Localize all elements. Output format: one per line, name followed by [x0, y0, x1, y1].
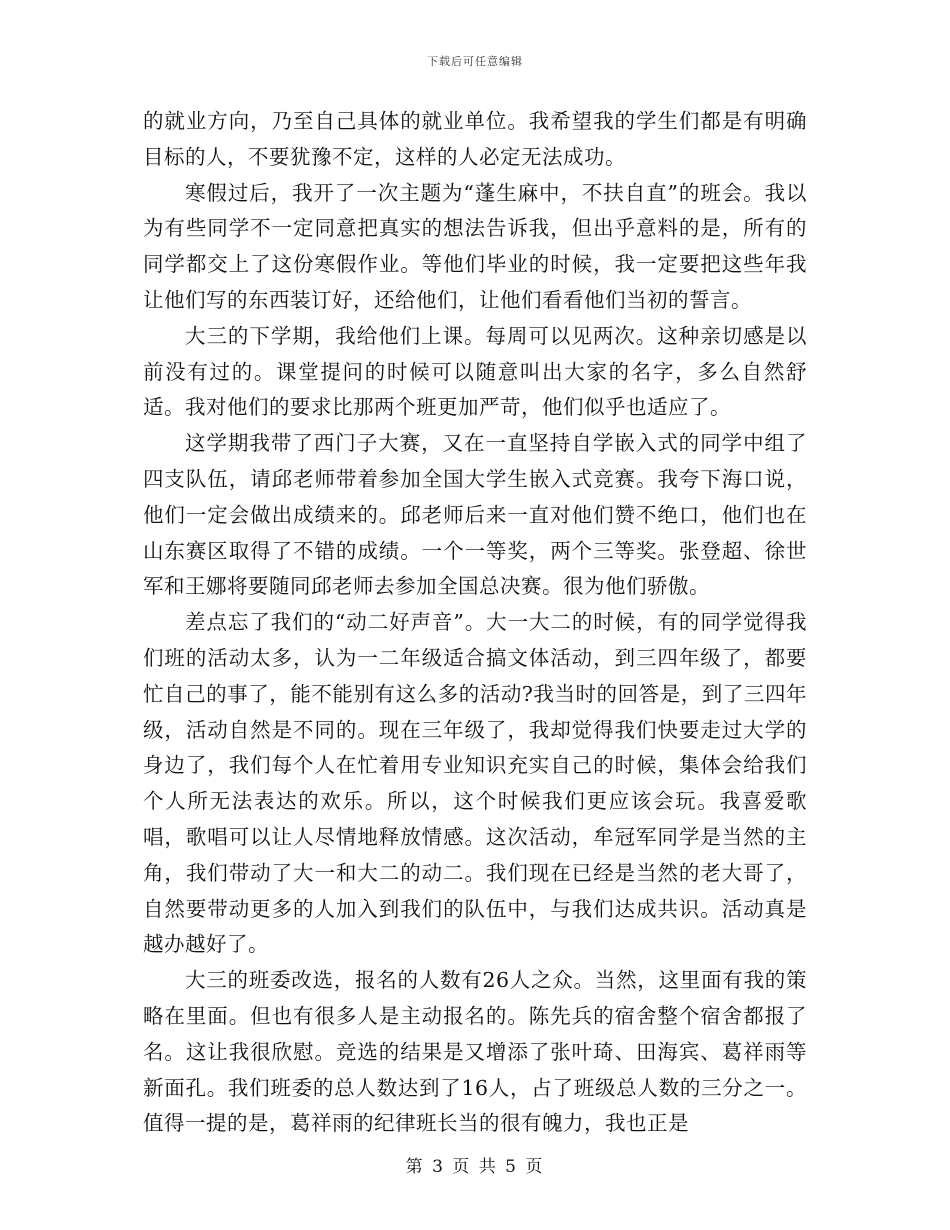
paragraph-1: 的就业方向，乃至自己具体的就业单位。我希望我的学生们都是有明确目标的人，不要犹豫不定，这样的人必定无法成功。	[143, 109, 807, 169]
paragraph-2: 寒假过后，我开了一次主题为“蓬生麻中，不扶自直”的班会。我以为有些同学不一定同意把真实的想法告诉我，但出乎意料的是，所有的同学都交上了这份寒假作业。等他们毕业的时候，我一定要把这些年我让他们写的东西装订好，还给他们，让他们看看他们当初的誓言。	[143, 180, 807, 312]
page-header: 下载后可任意编辑	[427, 55, 523, 68]
paragraph-3: 大三的下学期，我给他们上课。每周可以见两次。这种亲切感是以前没有过的。课堂提问的时候可以随意叫出大家的名字，多么自然舒适。我对他们的要求比那两个班更加严苛，他们似乎也适应了。	[143, 323, 807, 420]
page-footer: 第 3 页 共 5 页	[405, 1157, 545, 1177]
document-body	[143, 104, 807, 1142]
paragraph-6: 大三的班委改选，报名的人数有26人之众。当然，这里面有我的策略在里面。但也有很多人是主动报名的。陈先兵的宿舍整个宿舍都报了名。这让我很欣慰。竞选的结果是又增添了张叶琦、田海宾、葛祥雨等新面孔。我们班委的总人数达到了16人，占了班级总人数的三分之一。值得一提的是，葛祥雨的纪律班长当的很有魄力，我也正是	[143, 968, 807, 1136]
paragraph-4: 这学期我带了西门子大赛，又在一直坚持自学嵌入式的同学中组了四支队伍，请邱老师带着参加全国大学生嵌入式竞赛。我夸下海口说，他们一定会做出成绩来的。邱老师后来一直对他们赞不绝口，他们也在山东赛区取得了不错的成绩。一个一等奖，两个三等奖。张登超、徐世军和王娜将要随同邱老师去参加全国总决赛。很为他们骄傲。	[143, 431, 807, 599]
paragraph-5: 差点忘了我们的“动二好声音”。大一大二的时候，有的同学觉得我们班的活动太多，认为一二年级适合搞文体活动，到三四年级了，都要忙自己的事了，能不能别有这么多的活动?我当时的回答是，到了三四年级，活动自然是不同的。现在三年级了，我却觉得我们快要走过大学的身边了，我们每个人在忙着用专业知识充实自己的时候，集体会给我们个人所无法表达的欢乐。所以，这个时候我们更应该会玩。我喜爱歌唱，歌唱可以让人尽情地释放情感。这次活动，牟冠军同学是当然的主角，我们带动了大一和大二的动二。我们现在已经是当然的老大哥了，自然要带动更多的人加入到我们的队伍中，与我们达成共识。活动真是越办越好了。	[143, 610, 807, 957]
